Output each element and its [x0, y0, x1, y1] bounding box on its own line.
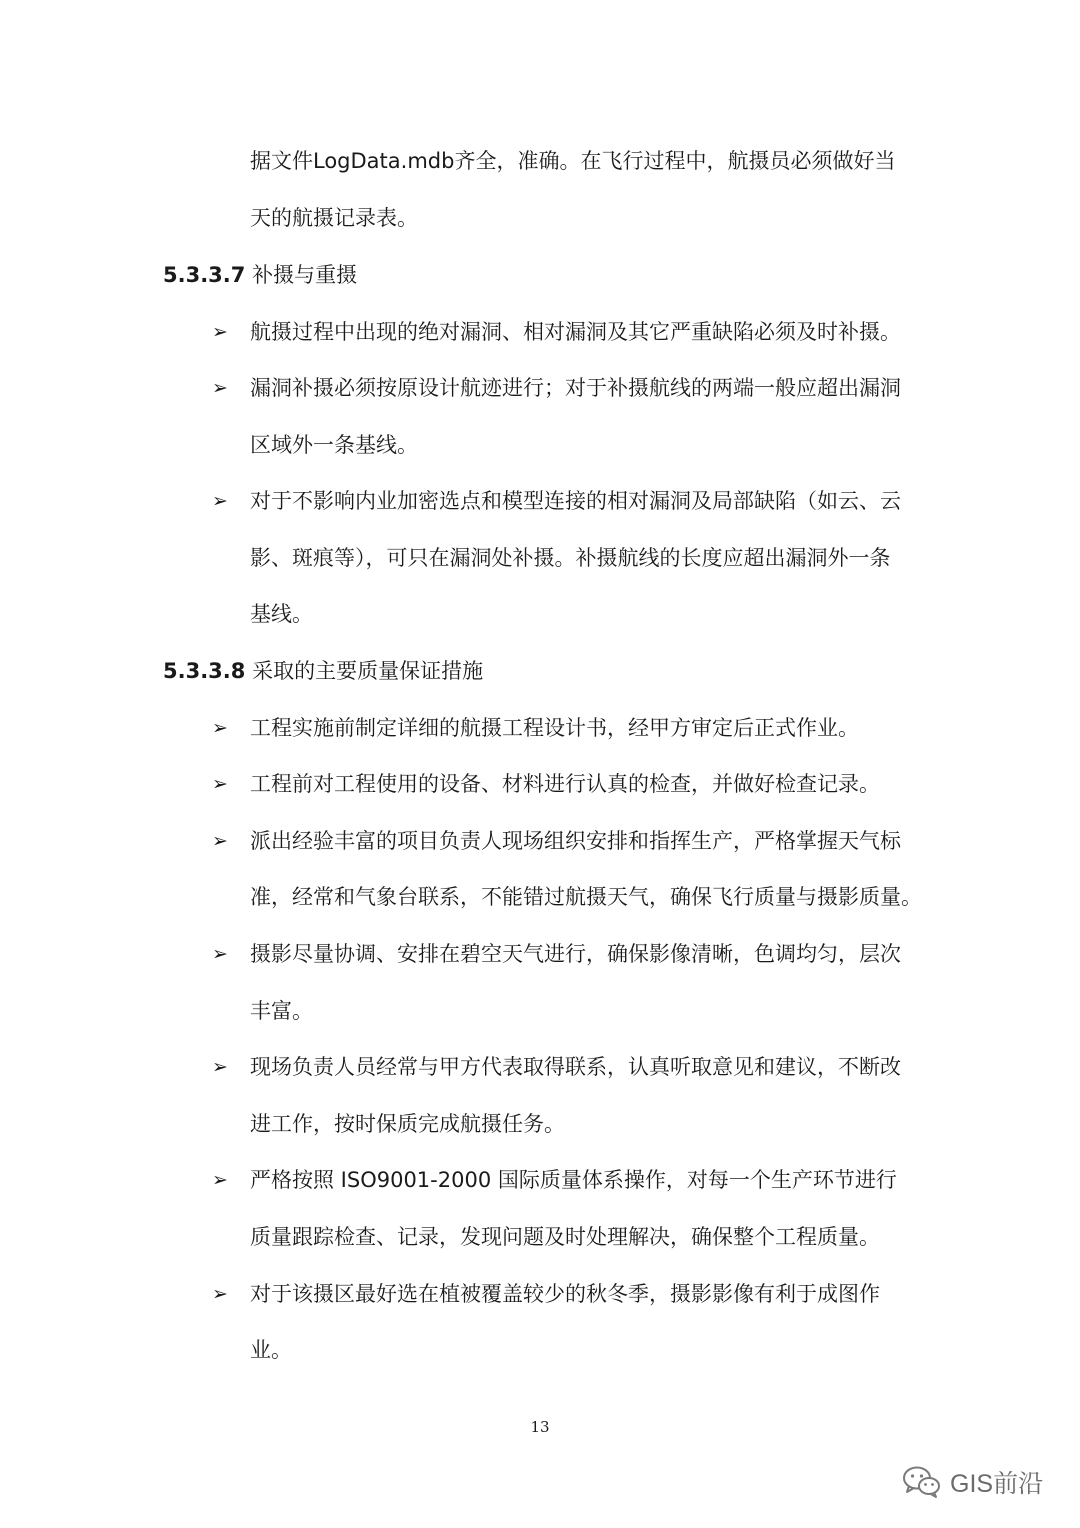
intro-line: 天的航摄记录表。	[250, 206, 418, 230]
arrow-bullet-icon: ➢	[212, 321, 228, 343]
list-item-continuation: 业。	[250, 1338, 292, 1362]
section-heading	[163, 260, 357, 290]
arrow-bullet-icon: ➢	[212, 1283, 228, 1305]
list-item-continuation: 丰富。	[250, 999, 313, 1023]
wechat-icon	[902, 1465, 942, 1499]
arrow-bullet-icon: ➢	[212, 717, 228, 739]
page-number: 13	[530, 1418, 550, 1436]
section-title: 补摄与重摄	[245, 263, 358, 287]
list-item-continuation: 质量跟踪检查、记录，发现问题及时处理解决，确保整个工程质量。	[250, 1225, 880, 1249]
section-heading	[163, 656, 483, 686]
arrow-bullet-icon: ➢	[212, 377, 228, 399]
arrow-bullet-icon: ➢	[212, 773, 228, 795]
section-number: 5.3.3.7	[163, 263, 246, 287]
intro-line: 据文件LogData.mdb齐全，准确。在飞行过程中，航摄员必须做好当	[250, 149, 896, 173]
watermark	[902, 1462, 1043, 1502]
section-title: 采取的主要质量保证措施	[245, 659, 484, 683]
list-item-continuation: 准，经常和气象台联系，不能错过航摄天气，确保飞行质量与摄影质量。	[250, 885, 922, 909]
watermark-text: GIS前沿	[950, 1470, 1044, 1498]
arrow-bullet-icon: ➢	[212, 1169, 228, 1191]
arrow-bullet-icon: ➢	[212, 1056, 228, 1078]
section-number: 5.3.3.8	[163, 659, 246, 683]
arrow-bullet-icon: ➢	[212, 943, 228, 965]
arrow-bullet-icon: ➢	[212, 830, 228, 852]
document-page: 据文件LogData.mdb齐全，准确。在飞行过程中，航摄员必须做好当 天的航摄记录表。 5.3.3.7 补摄与重摄 ➢ 航摄过程中出现的绝对漏洞、相对漏洞及其它严重缺陷必须及时补摄。 ➢ 漏洞补摄必须按原设计航迹进行；对于补摄航线的两端一般应超出漏洞 区域外一条基线。 ➢ 对于不影响内业加密选点和模型连接的相对漏洞及局部缺陷（如云、云 影、斑痕等），可只在漏洞处补摄。补摄航线的长度应超出漏洞外一条 基线。 5.3.3.8 采取的主要质量保证措施 ➢ 工程实施前制定详细的航摄工程设计书，经甲方审定后正式作业。 ➢ 工程前对工程使用的设备、材料进行认真的检查，并做好检查记录。 ➢ 派出经验丰富的项目负责人现场组织安排和指挥生产，严格掌握天气标 准，经常和气象台联系，不能错过航摄天气，确保飞行质量与摄影质量。 ➢ 摄影尽量协调、安排在碧空天气进行，确保影像清晰，色调均匀，层次 丰富。 ➢ 现场负责人员经常与甲方代表取得联系，认真听取意见和建议，不断改 进工作，按时保质完成航摄任务。 ➢ 严格按照 ISO9001-2000 国际质量体系操作，对每一个生产环节进行 质量跟踪检查、记录，发现问题及时处理解决，确保整个工程质量。 ➢ 对于该摄区最好选在植被覆盖较少的秋冬季，摄影影像有利于成图作 业。 13 GIS前沿	[0, 0, 1080, 1528]
list-item-continuation: 基线。	[250, 602, 313, 626]
arrow-bullet-icon: ➢	[212, 490, 228, 512]
list-item-continuation: 区域外一条基线。	[250, 433, 418, 457]
list-item-continuation: 进工作，按时保质完成航摄任务。	[250, 1112, 565, 1136]
list-item-continuation: 影、斑痕等），可只在漏洞处补摄。补摄航线的长度应超出漏洞外一条	[250, 546, 891, 570]
